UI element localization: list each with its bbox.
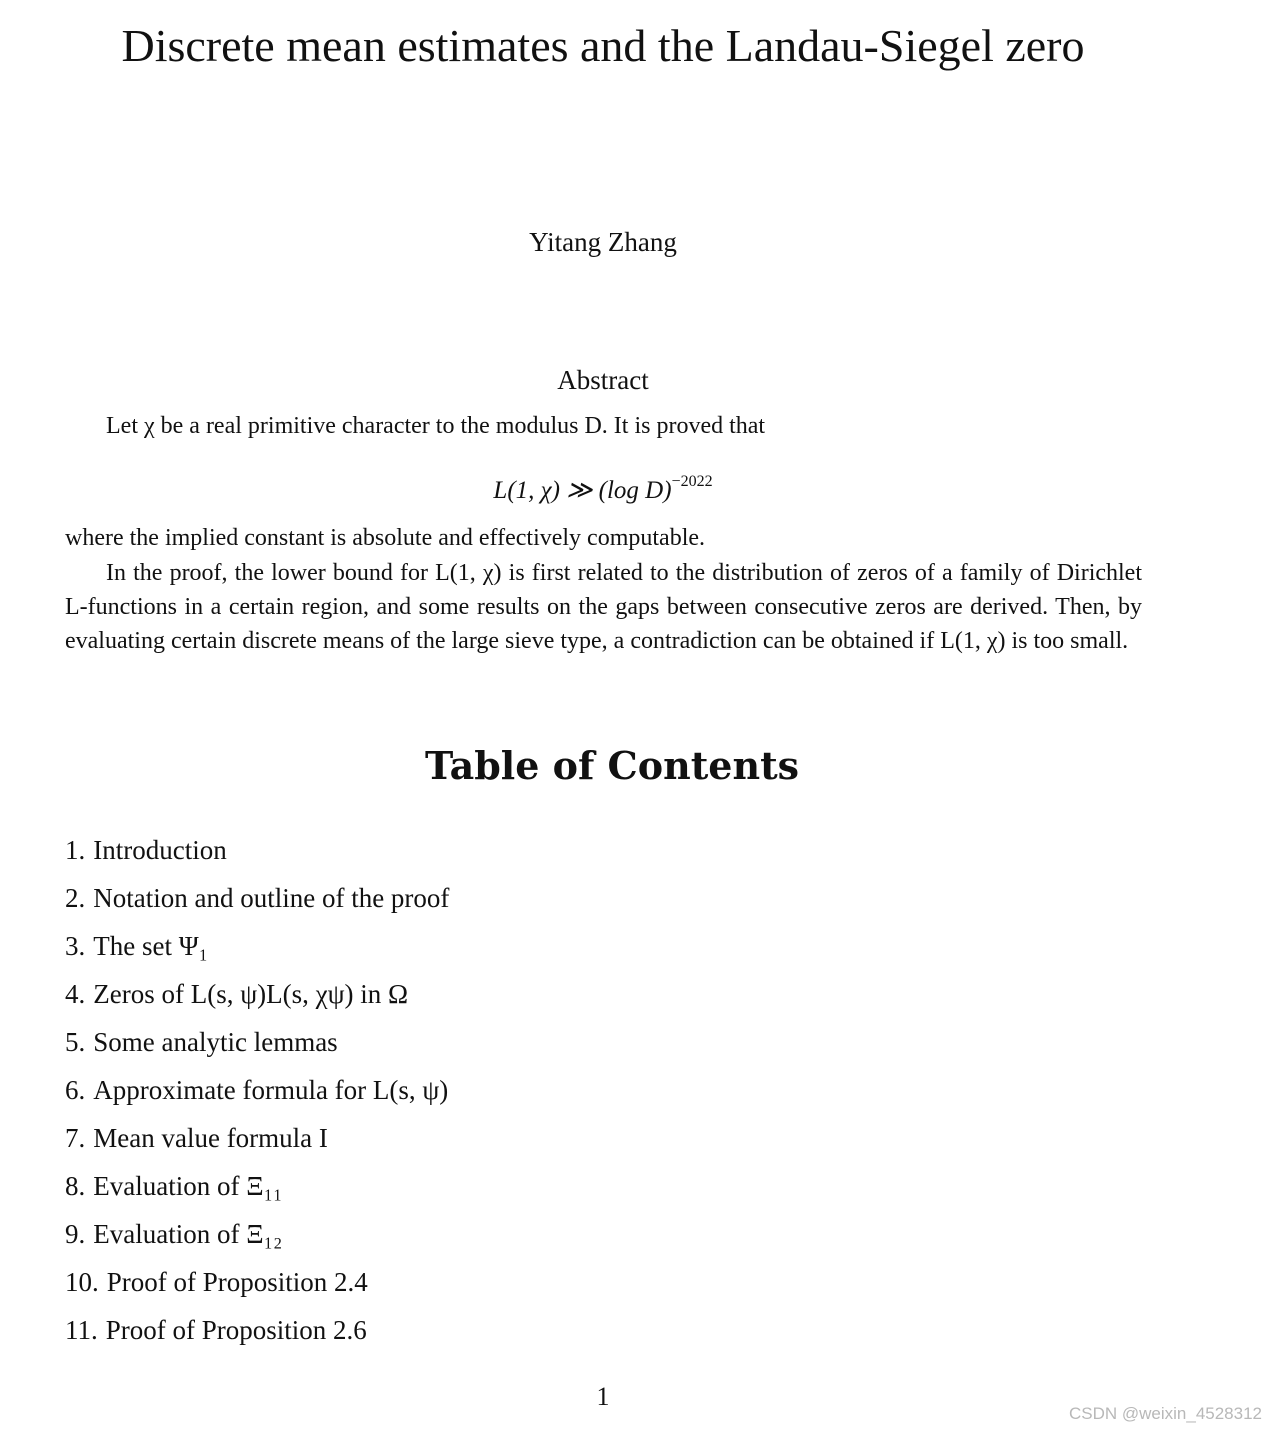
toc-item-label: Proof of Proposition 2.4 <box>106 1267 368 1297</box>
toc-item-prop-2-4[interactable] <box>65 1258 449 1306</box>
abstract-constant-line: where the implied constant is absolute and effectively computable. <box>65 525 706 551</box>
toc-item-prop-2-6[interactable] <box>65 1306 449 1354</box>
toc-item-xi11[interactable] <box>65 1162 449 1210</box>
table-of-contents <box>65 826 449 1354</box>
toc-item-notation[interactable] <box>65 874 449 922</box>
page-number: 1 <box>596 1382 610 1411</box>
toc-item-set-psi[interactable] <box>65 922 449 970</box>
formula-exponent: −2022 <box>671 473 713 490</box>
toc-item-number: 7. <box>65 1123 86 1153</box>
toc-item-number: 9. <box>65 1219 86 1249</box>
toc-item-number: 1. <box>65 835 86 865</box>
toc-item-number: 8. <box>65 1171 86 1201</box>
toc-item-label: Evaluation of Ξ₁₂ <box>93 1219 283 1249</box>
toc-item-introduction[interactable] <box>65 826 449 874</box>
toc-item-zeros[interactable] <box>65 970 449 1018</box>
author-name: Yitang Zhang <box>529 227 677 257</box>
toc-item-label: Some analytic lemmas <box>93 1027 338 1057</box>
toc-item-number: 3. <box>65 931 86 961</box>
toc-item-label: Introduction <box>93 835 227 865</box>
toc-item-label: The set Ψ₁ <box>93 931 209 961</box>
abstract-paragraph: In the proof, the lower bound for L(1, χ) is first related to the distribution of zeros of a family of Dirichlet L-functions in a certain region, and some results on the gaps between consecutive zeros are derived. Then, by evaluating certain discrete means of the large sieve type, a contradiction can be obtained if L(1, χ) is too small. <box>65 560 1142 654</box>
abstract-heading: Abstract <box>557 365 649 395</box>
toc-item-number: 2. <box>65 883 86 913</box>
toc-item-number: 6. <box>65 1075 86 1105</box>
toc-item-number: 10. <box>65 1267 99 1297</box>
toc-item-label: Approximate formula for L(s, ψ) <box>93 1075 449 1105</box>
toc-item-label: Zeros of L(s, ψ)L(s, χψ) in Ω <box>93 979 409 1009</box>
toc-item-xi12[interactable] <box>65 1210 449 1258</box>
watermark: CSDN @weixin_4528312 <box>1068 1404 1262 1423</box>
toc-heading: Table of Contents <box>424 743 800 788</box>
formula-base: L(1, χ) ≫ (log D) <box>493 477 672 504</box>
toc-item-number: 4. <box>65 979 86 1009</box>
toc-item-label: Mean value formula I <box>93 1123 328 1153</box>
toc-item-number: 11. <box>65 1315 98 1345</box>
toc-item-analytic-lemmas[interactable] <box>65 1018 449 1066</box>
toc-item-number: 5. <box>65 1027 86 1057</box>
abstract-intro-line: Let χ be a real primitive character to the modulus D. It is proved that <box>106 413 766 439</box>
toc-item-approximate-formula[interactable] <box>65 1066 449 1114</box>
toc-item-mean-value[interactable] <box>65 1114 449 1162</box>
toc-item-label: Notation and outline of the proof <box>93 883 450 913</box>
toc-item-label: Proof of Proposition 2.6 <box>105 1315 367 1345</box>
main-formula <box>0 462 1206 511</box>
paper-title: Discrete mean estimates and the Landau-Siegel zero <box>121 20 1085 71</box>
toc-item-label: Evaluation of Ξ₁₁ <box>93 1171 283 1201</box>
